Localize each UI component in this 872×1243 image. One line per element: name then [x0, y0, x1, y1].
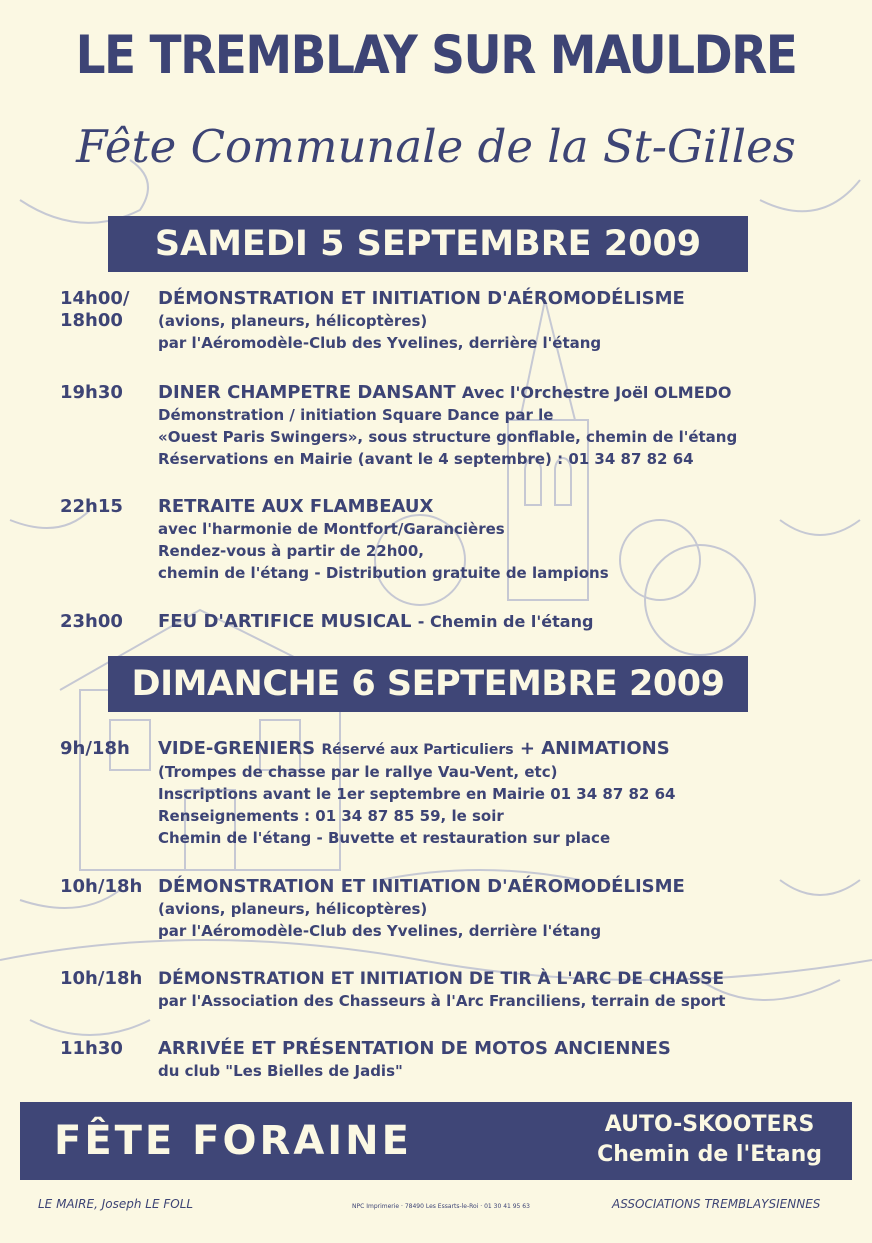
- event-time: 10h/18h: [60, 876, 143, 897]
- event-line: (Trompes de chasse par le rallye Vau-Vent, etc): [158, 763, 558, 781]
- event-line: Rendez-vous à partir de 22h00,: [158, 542, 424, 560]
- event-time: 19h30: [60, 382, 123, 403]
- event-title: DÉMONSTRATION ET INITIATION D'AÉROMODÉLISME: [158, 288, 685, 309]
- page-title: LE TREMBLAY SUR MAULDRE: [75, 24, 797, 87]
- event-time: 23h00: [60, 611, 123, 632]
- event-time: 9h/18h: [60, 738, 130, 759]
- event-line: (avions, planeurs, hélicoptères): [158, 900, 428, 918]
- event-title: DÉMONSTRATION ET INITIATION DE TIR À L'ARC DE CHASSE: [158, 969, 725, 989]
- footer-mayor: LE MAIRE, Joseph LE FOLL: [38, 1197, 194, 1211]
- event-time: 14h00/ 18h00: [60, 288, 130, 331]
- event-line: Renseignements : 01 34 87 85 59, le soir: [158, 807, 504, 825]
- footer-printer: NPC Imprimerie · 78490 Les Essarts-le-Roi · 01 30 41 95 63: [352, 1203, 530, 1210]
- event-title-extra: Réservé aux Particuliers: [321, 742, 514, 758]
- event-time: 22h15: [60, 496, 123, 517]
- event-title-extra: Avec l'Orchestre Joël OLMEDO: [461, 383, 732, 402]
- event-line: avec l'harmonie de Montfort/Garancières: [158, 520, 505, 538]
- fair-label: FÊTE FORAINE: [54, 1118, 412, 1164]
- event-title: FEU D'ARTIFICE MUSICAL: [158, 611, 412, 632]
- event-line: chemin de l'étang - Distribution gratuite de lampions: [158, 564, 609, 582]
- event-time: 10h/18h: [60, 968, 143, 989]
- event-time: 11h30: [60, 1038, 123, 1059]
- event-title-extra: - Chemin de l'étang: [417, 612, 594, 631]
- event-line: (avions, planeurs, hélicoptères): [158, 312, 428, 330]
- event-line: Réservations en Mairie (avant le 4 septembre) : 01 34 87 82 64: [158, 450, 694, 468]
- event-title: DINER CHAMPETRE DANSANT: [158, 382, 456, 403]
- event-line: Démonstration / initiation Square Dance par le: [158, 406, 554, 424]
- event-title: DÉMONSTRATION ET INITIATION D'AÉROMODÉLISME: [158, 876, 685, 897]
- page-subtitle: Fête Communale de la St-Gilles: [76, 120, 796, 173]
- event-title: ARRIVÉE ET PRÉSENTATION DE MOTOS ANCIENNES: [158, 1038, 671, 1059]
- event-line: du club "Les Bielles de Jadis": [158, 1062, 403, 1080]
- fair-line-2: Chemin de l'Etang: [597, 1142, 822, 1167]
- event-title-tail: + ANIMATIONS: [519, 738, 670, 759]
- event-title: VIDE-GRENIERS: [158, 738, 316, 759]
- event-line: par l'Association des Chasseurs à l'Arc Franciliens, terrain de sport: [158, 992, 726, 1010]
- footer-associations: ASSOCIATIONS TREMBLAYSIENNES: [612, 1197, 821, 1211]
- event-line: par l'Aéromodèle-Club des Yvelines, derrière l'étang: [158, 922, 602, 940]
- fair-banner: [20, 1102, 852, 1180]
- saturday-banner: SAMEDI 5 SEPTEMBRE 2009: [108, 216, 748, 272]
- event-line: Chemin de l'étang - Buvette et restauration sur place: [158, 829, 611, 847]
- event-line: par l'Aéromodèle-Club des Yvelines, derrière l'étang: [158, 334, 602, 352]
- event-title: RETRAITE AUX FLAMBEAUX: [158, 496, 434, 517]
- fair-line-1: AUTO-SKOOTERS: [604, 1112, 815, 1137]
- fair-details: [597, 1110, 822, 1170]
- sunday-banner: DIMANCHE 6 SEPTEMBRE 2009: [108, 656, 748, 712]
- event-line: «Ouest Paris Swingers», sous structure gonflable, chemin de l'étang: [158, 428, 738, 446]
- event-line: Inscriptions avant le 1er septembre en Mairie 01 34 87 82 64: [158, 785, 676, 803]
